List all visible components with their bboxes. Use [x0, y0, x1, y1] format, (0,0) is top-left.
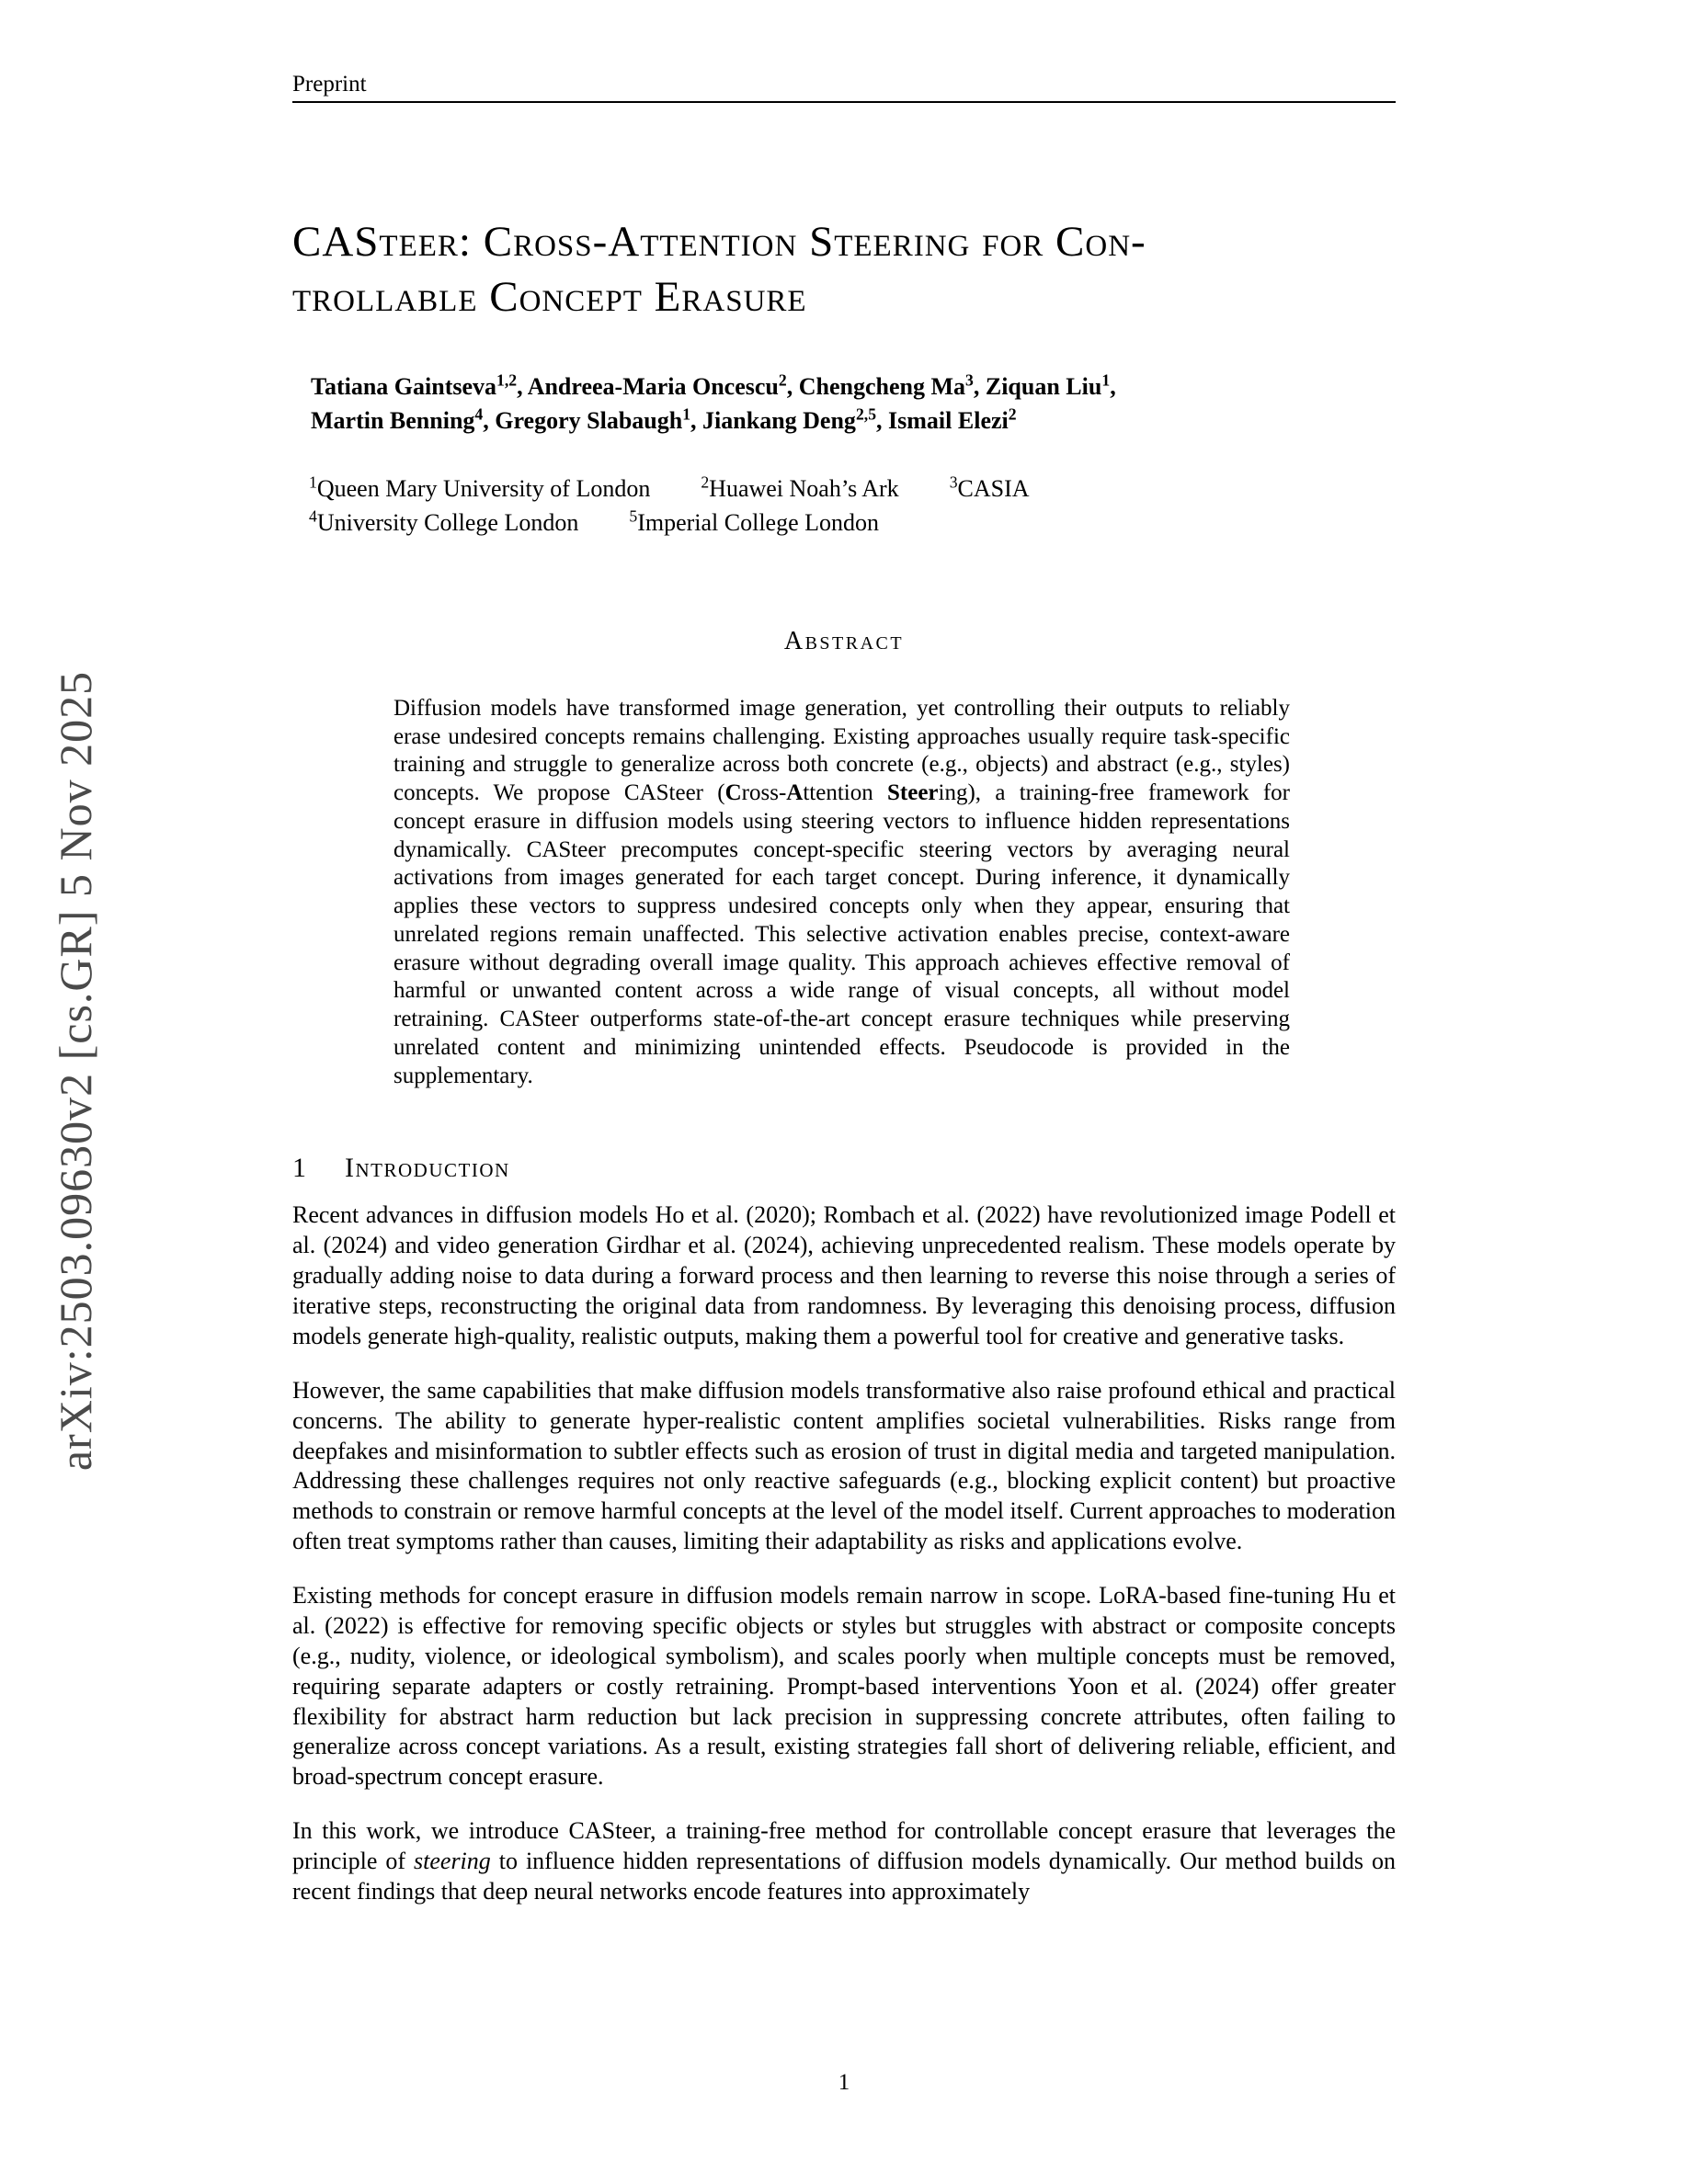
abstract-body: Diffusion models have transformed image generation, yet controlling their outputs to reliably erase undesired concepts remains challenging. Existing approaches usually require task-specific training and struggle to generalize across both concrete (e.g., objects) and abstract (e.g., styles) concepts. We propose CASteer (Cross-Attention Steering), a training-free framework for concept erasure in diffusion models using steering vectors to influence hidden representations dynamically. CASteer precomputes concept-specific steering vectors by averaging neural activations from images generated for each target concept. During inference, it dynamically applies these vectors to suppress undesired concepts only when they appear, ensuring that unrelated regions remain unaffected. This selective activation enables precise, context-aware erasure without degrading overall image quality. This approach achieves effective removal of harmful or unwanted content across a wide range of visual concepts, all without model retraining. CASteer outperforms state-of-the-art concept erasure techniques while preserving unrelated content and minimizing unintended effects. Pseudocode is provided in the supplementary.	[393, 695, 1290, 1088]
body-paragraph: Existing methods for concept erasure in diffusion models remain narrow in scope. LoRA-based fine-tuning Hu et al. (2022) is effective for removing specific objects or styles but struggles with abstract or composite concepts (e.g., nudity, violence, or ideological symbolism), and scales poorly when multiple concepts must be removed, requiring separate adapters or costly retraining. Prompt-based interventions Yoon et al. (2024) offer greater flexibility for abstract harm reduction but lack precision in suppressing concrete attributes, often failing to generalize across concept variations. As a result, existing strategies fall short of delivering reliable, efficient, and broad-spectrum concept erasure.	[292, 1582, 1396, 1791]
authors-line2: Martin Benning$^4$, Gregory Slabaugh$^1$, Jiankang Deng$^{2,5}$, Ismail Elezi$^2$	[311, 404, 1017, 434]
paper-title-line1: CASteer: Cross-Attention Steering for Con-	[292, 218, 1146, 266]
section-number: 1	[292, 1153, 306, 1184]
abstract-heading: Abstract	[783, 626, 905, 655]
affiliations-line1: $^1$Queen Mary University of London $^2$Huawei Noah’s Ark $^3$CASIA	[309, 472, 1030, 503]
body-paragraph: However, the same capabilities that make diffusion models transformative also raise profound ethical and practical concerns. The ability to generate hyper-realistic content amplifies societal vulnerabilities. Risks range from deepfakes and misinformation to subtler effects such as erosion of trust in digital media and targeted manipulation. Addressing these challenges requires not only reactive safeguards (e.g., blocking explicit content) but proactive methods to constrain or remove harmful concepts at the level of the model itself. Current approaches to moderation often treat symptoms rather than causes, limiting their adaptability as risks and applications evolve.	[292, 1376, 1396, 1555]
affiliations-block	[309, 472, 1396, 540]
authors-line1: Tatiana Gaintseva$^{1,2}$, Andreea-Maria Oncescu$^2$, Chengcheng Ma$^3$, Ziquan Liu$^1$,	[311, 370, 1116, 401]
paper-content-column	[292, 0, 1396, 1931]
paper-title-line2: trollable Concept Erasure	[292, 272, 807, 321]
section-title: Introduction	[345, 1153, 510, 1184]
paper-title	[292, 215, 1396, 324]
affiliations-line2: $^4$University College London $^5$Imperial College London	[309, 506, 880, 536]
introduction-paragraphs	[292, 1200, 1396, 1906]
body-paragraph: In this work, we introduce CASteer, a training-free method for controllable concept erasure that leverages the principle of steering to influence hidden representations of diffusion models dynamically. Our method builds on recent findings that deep neural networks encode features into approximately	[292, 1817, 1396, 1905]
section-heading-introduction	[292, 1153, 1396, 1184]
authors-block	[311, 370, 1396, 438]
page-number: 1	[838, 2070, 850, 2095]
body-paragraph: Recent advances in diffusion models Ho et al. (2020); Rombach et al. (2022) have revolutionized image Podell et al. (2024) and video generation Girdhar et al. (2024), achieving unprecedented realism. These models operate by gradually adding noise to data during a forward process and then learning to reverse this noise through a series of iterative steps, reconstructing the original data from randomness. By leveraging this denoising process, diffusion models generate high-quality, realistic outputs, making them a powerful tool for creative and generative tasks.	[292, 1201, 1396, 1349]
preprint-header-label: Preprint	[292, 72, 367, 97]
arxiv-sidebar-stamp: arXiv:2503.09630v2 [cs.GR] 5 Nov 2025	[50, 670, 101, 1472]
header-rule	[292, 101, 1396, 103]
